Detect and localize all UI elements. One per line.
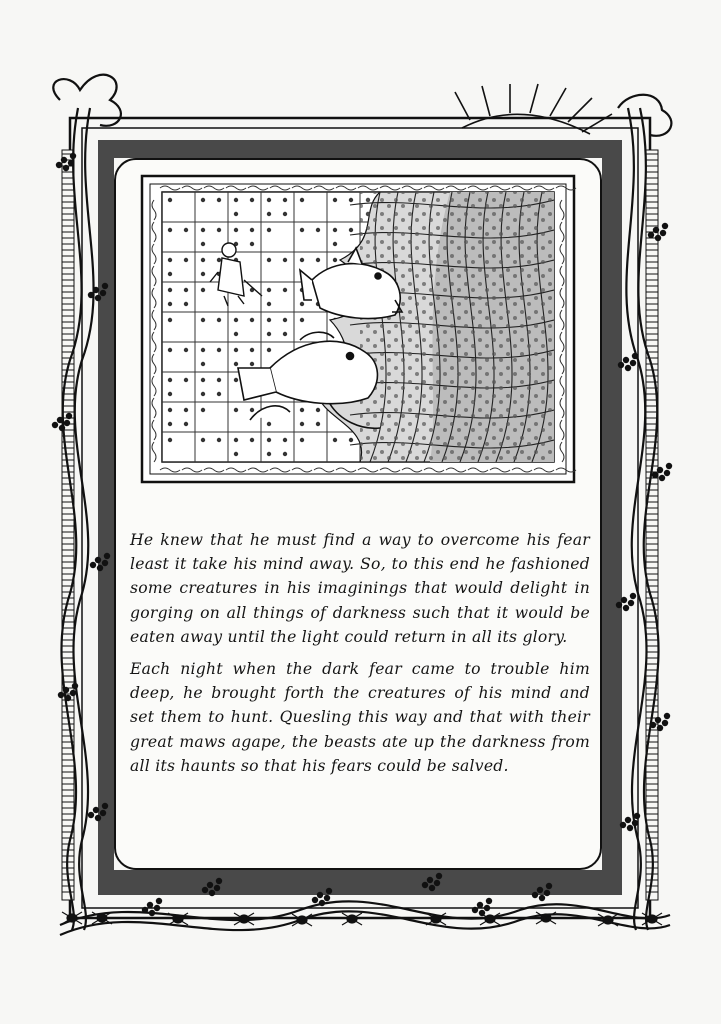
story-text <box>130 528 590 786</box>
story-paragraph-2: Each night when the dark fear came to trouble him deep, he brought forth the creatures of his mind and set them to hunt. Quesling this way and that with their great maws agape, the beasts ate up the darkness from all its haunts so that his fears could be salved. <box>130 660 590 775</box>
story-paragraph-1: He knew that he must find a way to overcome his fear least it take his mind away. So, to this end he fashioned some creatures in his imaginings that would delight in gorging on all things of darkness such that it would be eaten away until the light could return in all its glory. <box>130 531 590 646</box>
